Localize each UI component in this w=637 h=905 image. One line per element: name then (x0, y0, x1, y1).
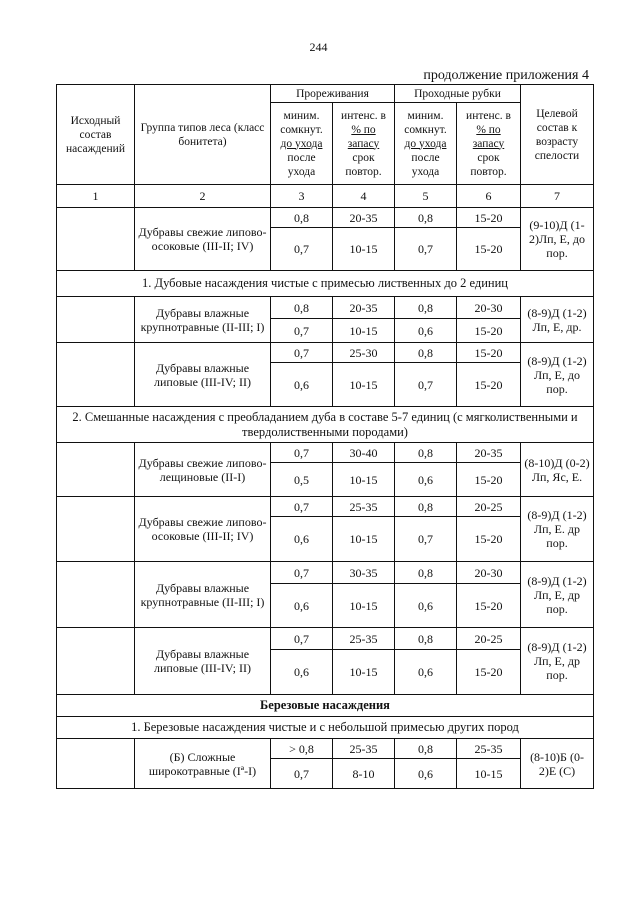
appendix-continuation-note: продолжение приложения 4 (423, 68, 589, 83)
forest-type-cell: (Б) Сложные широкотравные (Iª-I) (135, 739, 271, 789)
forest-type-cell: Дубравы влажные крупнотравные (II-III; I) (135, 297, 271, 343)
header-intensity-passage: интенс. в % по запасу срок повтор. (457, 103, 521, 185)
forest-type-cell: Дубравы влажные липовые (III-IV; II) (135, 343, 271, 407)
header-thinning: Прореживания (271, 85, 395, 103)
section-heading: Березовые насаждения (57, 695, 594, 717)
target-composition-cell: (8-9)Д (1-2) Лп, Е. др пор. (521, 497, 594, 562)
target-composition-cell: (8-9)Д (1-2) Лп, Е, др пор. (521, 628, 594, 695)
column-number-row: 1 2 3 4 5 6 7 (57, 185, 594, 208)
table-row: 0,7 10-15 0,7 15-20 (57, 228, 594, 271)
table-row: 0,7 8-10 0,6 10-15 (57, 759, 594, 789)
forest-type-cell: Дубравы влажные липовые (III-IV; II) (135, 628, 271, 695)
target-composition-cell: (8-9)Д (1-2) Лп, Е, др. (521, 297, 594, 343)
forest-type-cell: Дубравы свежие липово-лещиновые (II-I) (135, 443, 271, 497)
forest-type-cell: Дубравы влажные крупнотравные (II-III; I) (135, 562, 271, 628)
section-heading: 1. Березовые насаждения чистые и с небольшой примесью других пород (57, 717, 594, 739)
target-composition-cell: (8-10)Д (0-2) Лп, Яс, Е. (521, 443, 594, 497)
section-heading: 2. Смешанные насаждения с преобладанием дуба в составе 5-7 единиц (с мягколиственными и твердолиственными породами) (57, 407, 594, 443)
target-composition-cell: (8-10)Б (0-2)Е (С) (521, 739, 594, 789)
section-heading: 1. Дубовые насаждения чистые с примесью лиственных до 2 единиц (57, 271, 594, 297)
header-initial-composition: Исходный состав насаждений (57, 85, 135, 185)
table-row: 0,7 10-15 0,6 15-20 (57, 319, 594, 343)
table-row: Дубравы влажные липовые (III-IV; II) 0,7 25-35 0,8 20-25 (8-9)Д (1-2) Лп, Е, др пор. (57, 628, 594, 650)
table-row: 0,6 10-15 0,7 15-20 (57, 517, 594, 562)
table-row: Дубравы свежие липово-осоковые (III-II; IV) 0,8 20-35 0,8 15-20 (9-10)Д (1-2)Лп, Е, до пор. (57, 208, 594, 228)
table-row: 0,6 10-15 0,7 15-20 (57, 363, 594, 407)
header-target-composition: Целевой состав к возрасту спелости (521, 85, 594, 185)
table-row: (Б) Сложные широкотравные (Iª-I) > 0,8 25-35 0,8 25-35 (8-10)Б (0-2)Е (С) (57, 739, 594, 759)
silviculture-table (56, 84, 594, 789)
table-row: Дубравы влажные крупнотравные (II-III; I) 0,8 20-35 0,8 20-30 (8-9)Д (1-2) Лп, Е, др. (57, 297, 594, 319)
table-row: 0,6 10-15 0,6 15-20 (57, 650, 594, 695)
forest-type-cell: Дубравы свежие липово-осоковые (III-II; IV) (135, 497, 271, 562)
table-row: 0,5 10-15 0,6 15-20 (57, 463, 594, 497)
table-row: Дубравы свежие липово-осоковые (III-II; IV) 0,7 25-35 0,8 20-25 (8-9)Д (1-2) Лп, Е. др пор. (57, 497, 594, 517)
header-forest-type-group: Группа типов леса (класс бонитета) (135, 85, 271, 185)
target-composition-cell: (8-9)Д (1-2) Лп, Е, до пор. (521, 343, 594, 407)
table-row: Дубравы свежие липово-лещиновые (II-I) 0,7 30-40 0,8 20-35 (8-10)Д (0-2) Лп, Яс, Е. (57, 443, 594, 463)
target-composition-cell: (8-9)Д (1-2) Лп, Е, др пор. (521, 562, 594, 628)
header-passage-cuttings: Проходные рубки (395, 85, 521, 103)
page-number: 244 (309, 40, 328, 54)
table-row: Дубравы влажные липовые (III-IV; II) 0,7 25-30 0,8 15-20 (8-9)Д (1-2) Лп, Е, до пор. (57, 343, 594, 363)
header-min-density-passage: миним. сомкнут. до ухода после ухода (395, 103, 457, 185)
table-row: Дубравы влажные крупнотравные (II-III; I) 0,7 30-35 0,8 20-30 (8-9)Д (1-2) Лп, Е, др пор. (57, 562, 594, 584)
forest-type-cell: Дубравы свежие липово-осоковые (III-II; IV) (135, 208, 271, 271)
target-composition-cell: (9-10)Д (1-2)Лп, Е, до пор. (521, 208, 594, 271)
table-row: 0,6 10-15 0,6 15-20 (57, 584, 594, 628)
header-intensity-thinning: интенс. в % по запасу срок повтор. (333, 103, 395, 185)
header-min-density-thinning: миним. сомкнут. до ухода после ухода (271, 103, 333, 185)
